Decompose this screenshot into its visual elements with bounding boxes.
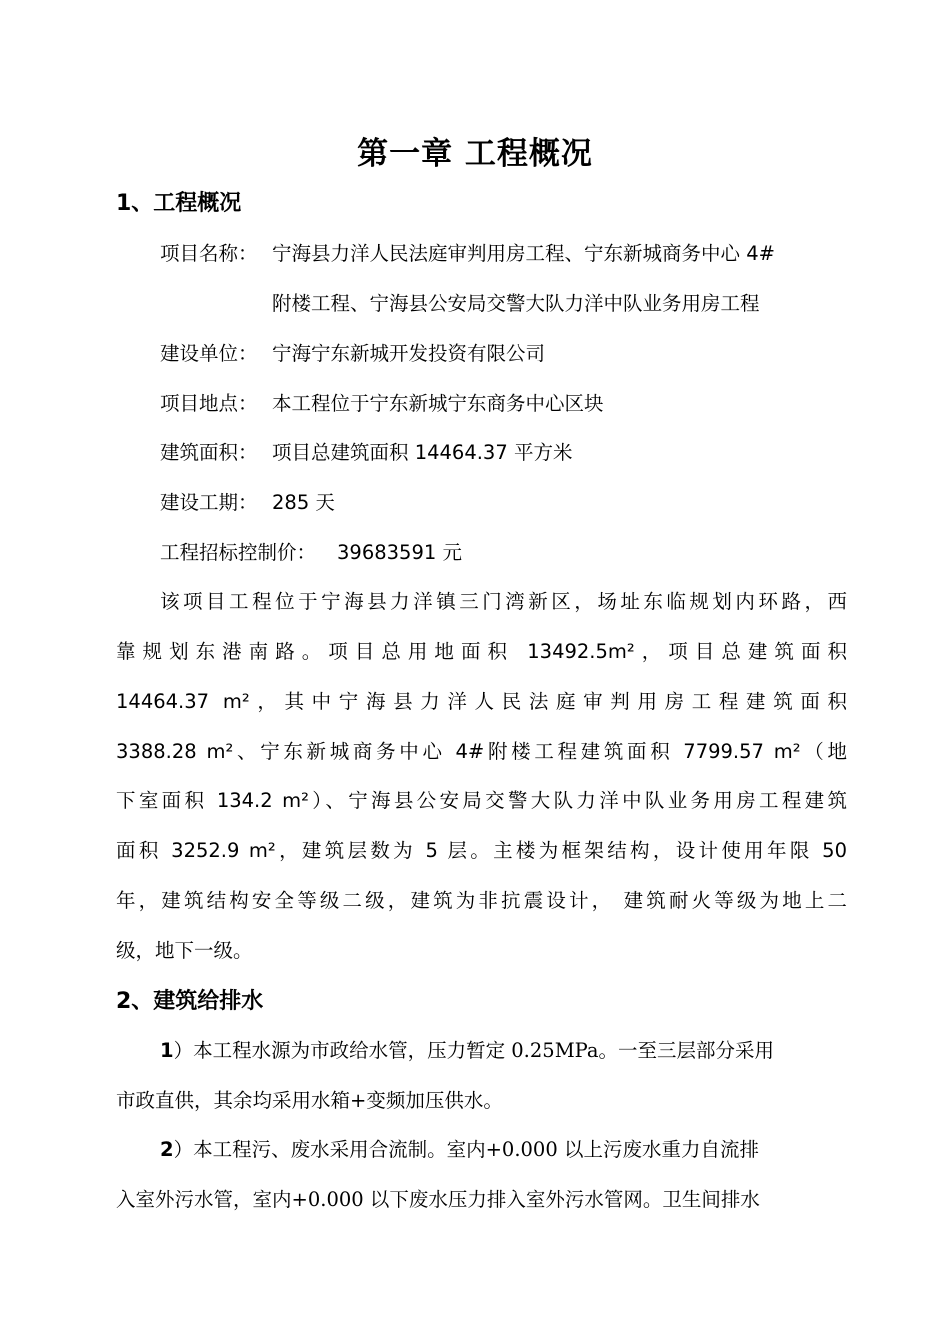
item2-number: 2	[160, 1138, 174, 1161]
section-heading-overview: 1、工程概况	[116, 191, 242, 216]
paragraph-line: 该项目工程位于宁海县力洋镇三门湾新区，场址东临规划内环路，西	[160, 590, 847, 613]
item1-line1: ）本工程水源为市政给水管，压力暂定 0.25MPa。一至三层部分采用	[173, 1039, 775, 1062]
paragraph-line: 级，地下一级。	[116, 939, 253, 962]
price-value: 39683591 元	[337, 541, 462, 564]
location-label: 项目地点：	[160, 392, 258, 415]
builder-label: 建设单位：	[160, 342, 258, 365]
chapter-title: 第一章 工程概况	[357, 136, 593, 172]
project-name-line1: 宁海县力洋人民法庭审判用房工程、宁东新城商务中心 4#	[272, 242, 775, 265]
builder-value: 宁海宁东新城开发投资有限公司	[272, 342, 546, 365]
location-value: 本工程位于宁东新城宁东商务中心区块	[272, 392, 604, 415]
price-label: 工程招标控制价：	[160, 541, 317, 564]
item1-row	[160, 1035, 774, 1063]
paragraph-line: 年，建筑结构安全等级二级，建筑为非抗震设计， 建筑耐火等级为地上二	[116, 889, 847, 912]
item2-row	[160, 1134, 759, 1162]
item1-number: 1	[160, 1039, 174, 1062]
paragraph-line: 下室面积 134.2 m²）、宁海县公安局交警大队力洋中队业务用房工程建筑	[116, 789, 847, 812]
area-value: 项目总建筑面积 14464.37 平方米	[272, 441, 573, 464]
section-heading-plumbing: 2、建筑给排水	[116, 989, 264, 1014]
period-value: 285 天	[272, 491, 335, 514]
project-name-line2: 附楼工程、宁海县公安局交警大队力洋中队业务用房工程	[272, 292, 760, 315]
paragraph-line: 14464.37 m²，其中宁海县力洋人民法庭审判用房工程建筑面积	[116, 690, 847, 713]
item1-line2: 市政直供，其余均采用水箱+变频加压供水。	[116, 1089, 503, 1112]
period-label: 建设工期：	[160, 491, 258, 514]
paragraph-line: 3388.28 m²、宁东新城商务中心 4#附楼工程建筑面积 7799.57 m²（地	[116, 740, 847, 763]
project-name-label: 项目名称：	[160, 242, 258, 265]
item2-line1: ）本工程污、废水采用合流制。室内+0.000 以上污废水重力自流排	[173, 1138, 759, 1161]
paragraph-line: 面积 3252.9 m²，建筑层数为 5 层。主楼为框架结构，设计使用年限 50	[116, 839, 847, 862]
paragraph-line: 靠规划东港南路。项目总用地面积 13492.5m²，项目总建筑面积	[116, 640, 847, 663]
area-label: 建筑面积：	[160, 441, 258, 464]
item2-line2: 入室外污水管，室内+0.000 以下废水压力排入室外污水管网。卫生间排水	[116, 1188, 760, 1211]
